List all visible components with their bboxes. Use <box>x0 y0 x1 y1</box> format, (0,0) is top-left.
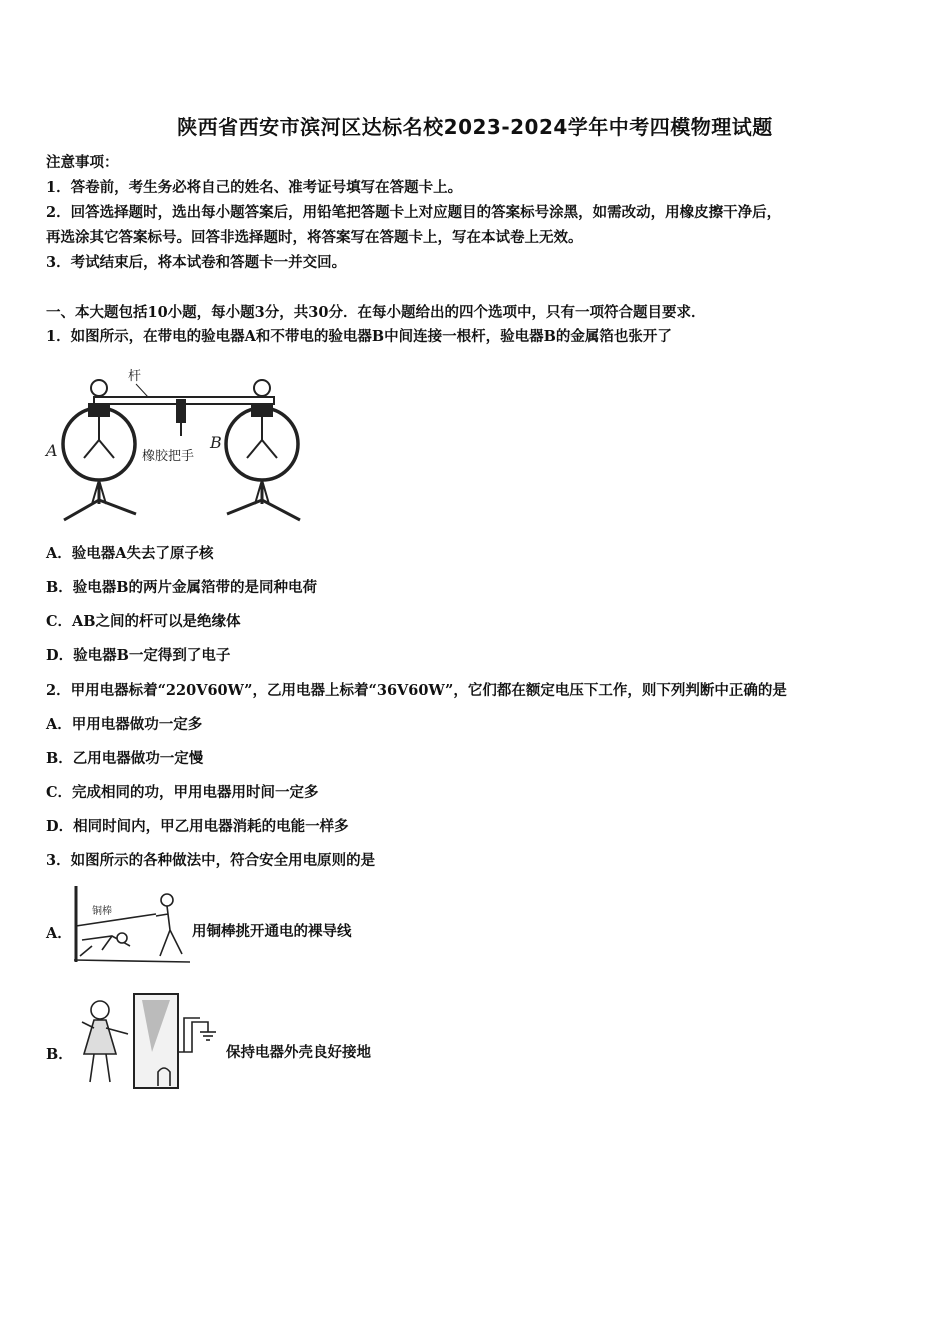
section-heading: 一、本大题包括10小题，每小题3分，共30分．在每小题给出的四个选项中，只有一项符合题目要求． <box>46 304 706 321</box>
q1-option-c: C．AB之间的杆可以是绝缘体 <box>46 613 241 630</box>
grounded-appliance-figure <box>72 992 228 1092</box>
notice-item-2: 2．回答选择题时，选出每小题答案后，用铅笔把答题卡上对应题目的答案标号涂黑，如需改动，用橡皮擦干净后， <box>46 204 782 221</box>
q2-option-c: C．完成相同的功，甲用电器用时间一定多 <box>46 784 319 801</box>
notice-item-2-cont: 再选涂其它答案标号。回答非选择题时，将答案写在答题卡上，写在本试卷上无效。 <box>46 229 583 246</box>
scope-b-label: B <box>210 433 222 452</box>
q1-stem: 1．如图所示，在带电的验电器A和不带电的验电器B中间连接一根杆，验电器B的金属箔也张开了 <box>46 328 672 345</box>
copper-rod-label: 铜棒 <box>92 906 112 917</box>
page-title: 陕西省西安市滨河区达标名校2023-2024学年中考四模物理试题 <box>177 115 773 139</box>
notice-item-3: 3．考试结束后，将本试卷和答题卡一并交回。 <box>46 254 347 271</box>
q1-option-a: A．验电器A失去了原子核 <box>46 545 214 562</box>
q3-option-b-label: B． <box>46 1046 73 1063</box>
notice-heading: 注意事项： <box>46 154 119 171</box>
notice-item-1: 1．答卷前，考生务必将自己的姓名、准考证号填写在答题卡上。 <box>46 179 463 196</box>
q1-option-d: D．验电器B一定得到了电子 <box>46 647 231 664</box>
q1-option-b: B．验电器B的两片金属箔带的是同种电荷 <box>46 579 318 596</box>
q3-option-b-text: 保持电器外壳良好接地 <box>226 1044 371 1061</box>
q3-option-a-text: 用铜棒挑开通电的裸导线 <box>192 923 352 940</box>
q2-option-d: D．相同时间内，甲乙用电器消耗的电能一样多 <box>46 818 349 835</box>
q3-option-a-label: A． <box>46 925 72 942</box>
q2-option-a: A．甲用电器做功一定多 <box>46 716 203 733</box>
scope-a-label: A <box>46 441 58 460</box>
electroscope-figure <box>44 362 306 524</box>
rod-label: 杆 <box>128 369 142 384</box>
q3-stem: 3．如图所示的各种做法中，符合安全用电原则的是 <box>46 852 376 869</box>
copper-rod-figure <box>72 884 192 966</box>
q2-option-b: B．乙用电器做功一定慢 <box>46 750 204 767</box>
q2-stem: 2．甲用电器标着“220V60W”，乙用电器上标着“36V60W”，它们都在额定电压下工作，则下列判断中正确的是 <box>46 682 787 699</box>
handle-label: 橡胶把手 <box>142 449 195 464</box>
